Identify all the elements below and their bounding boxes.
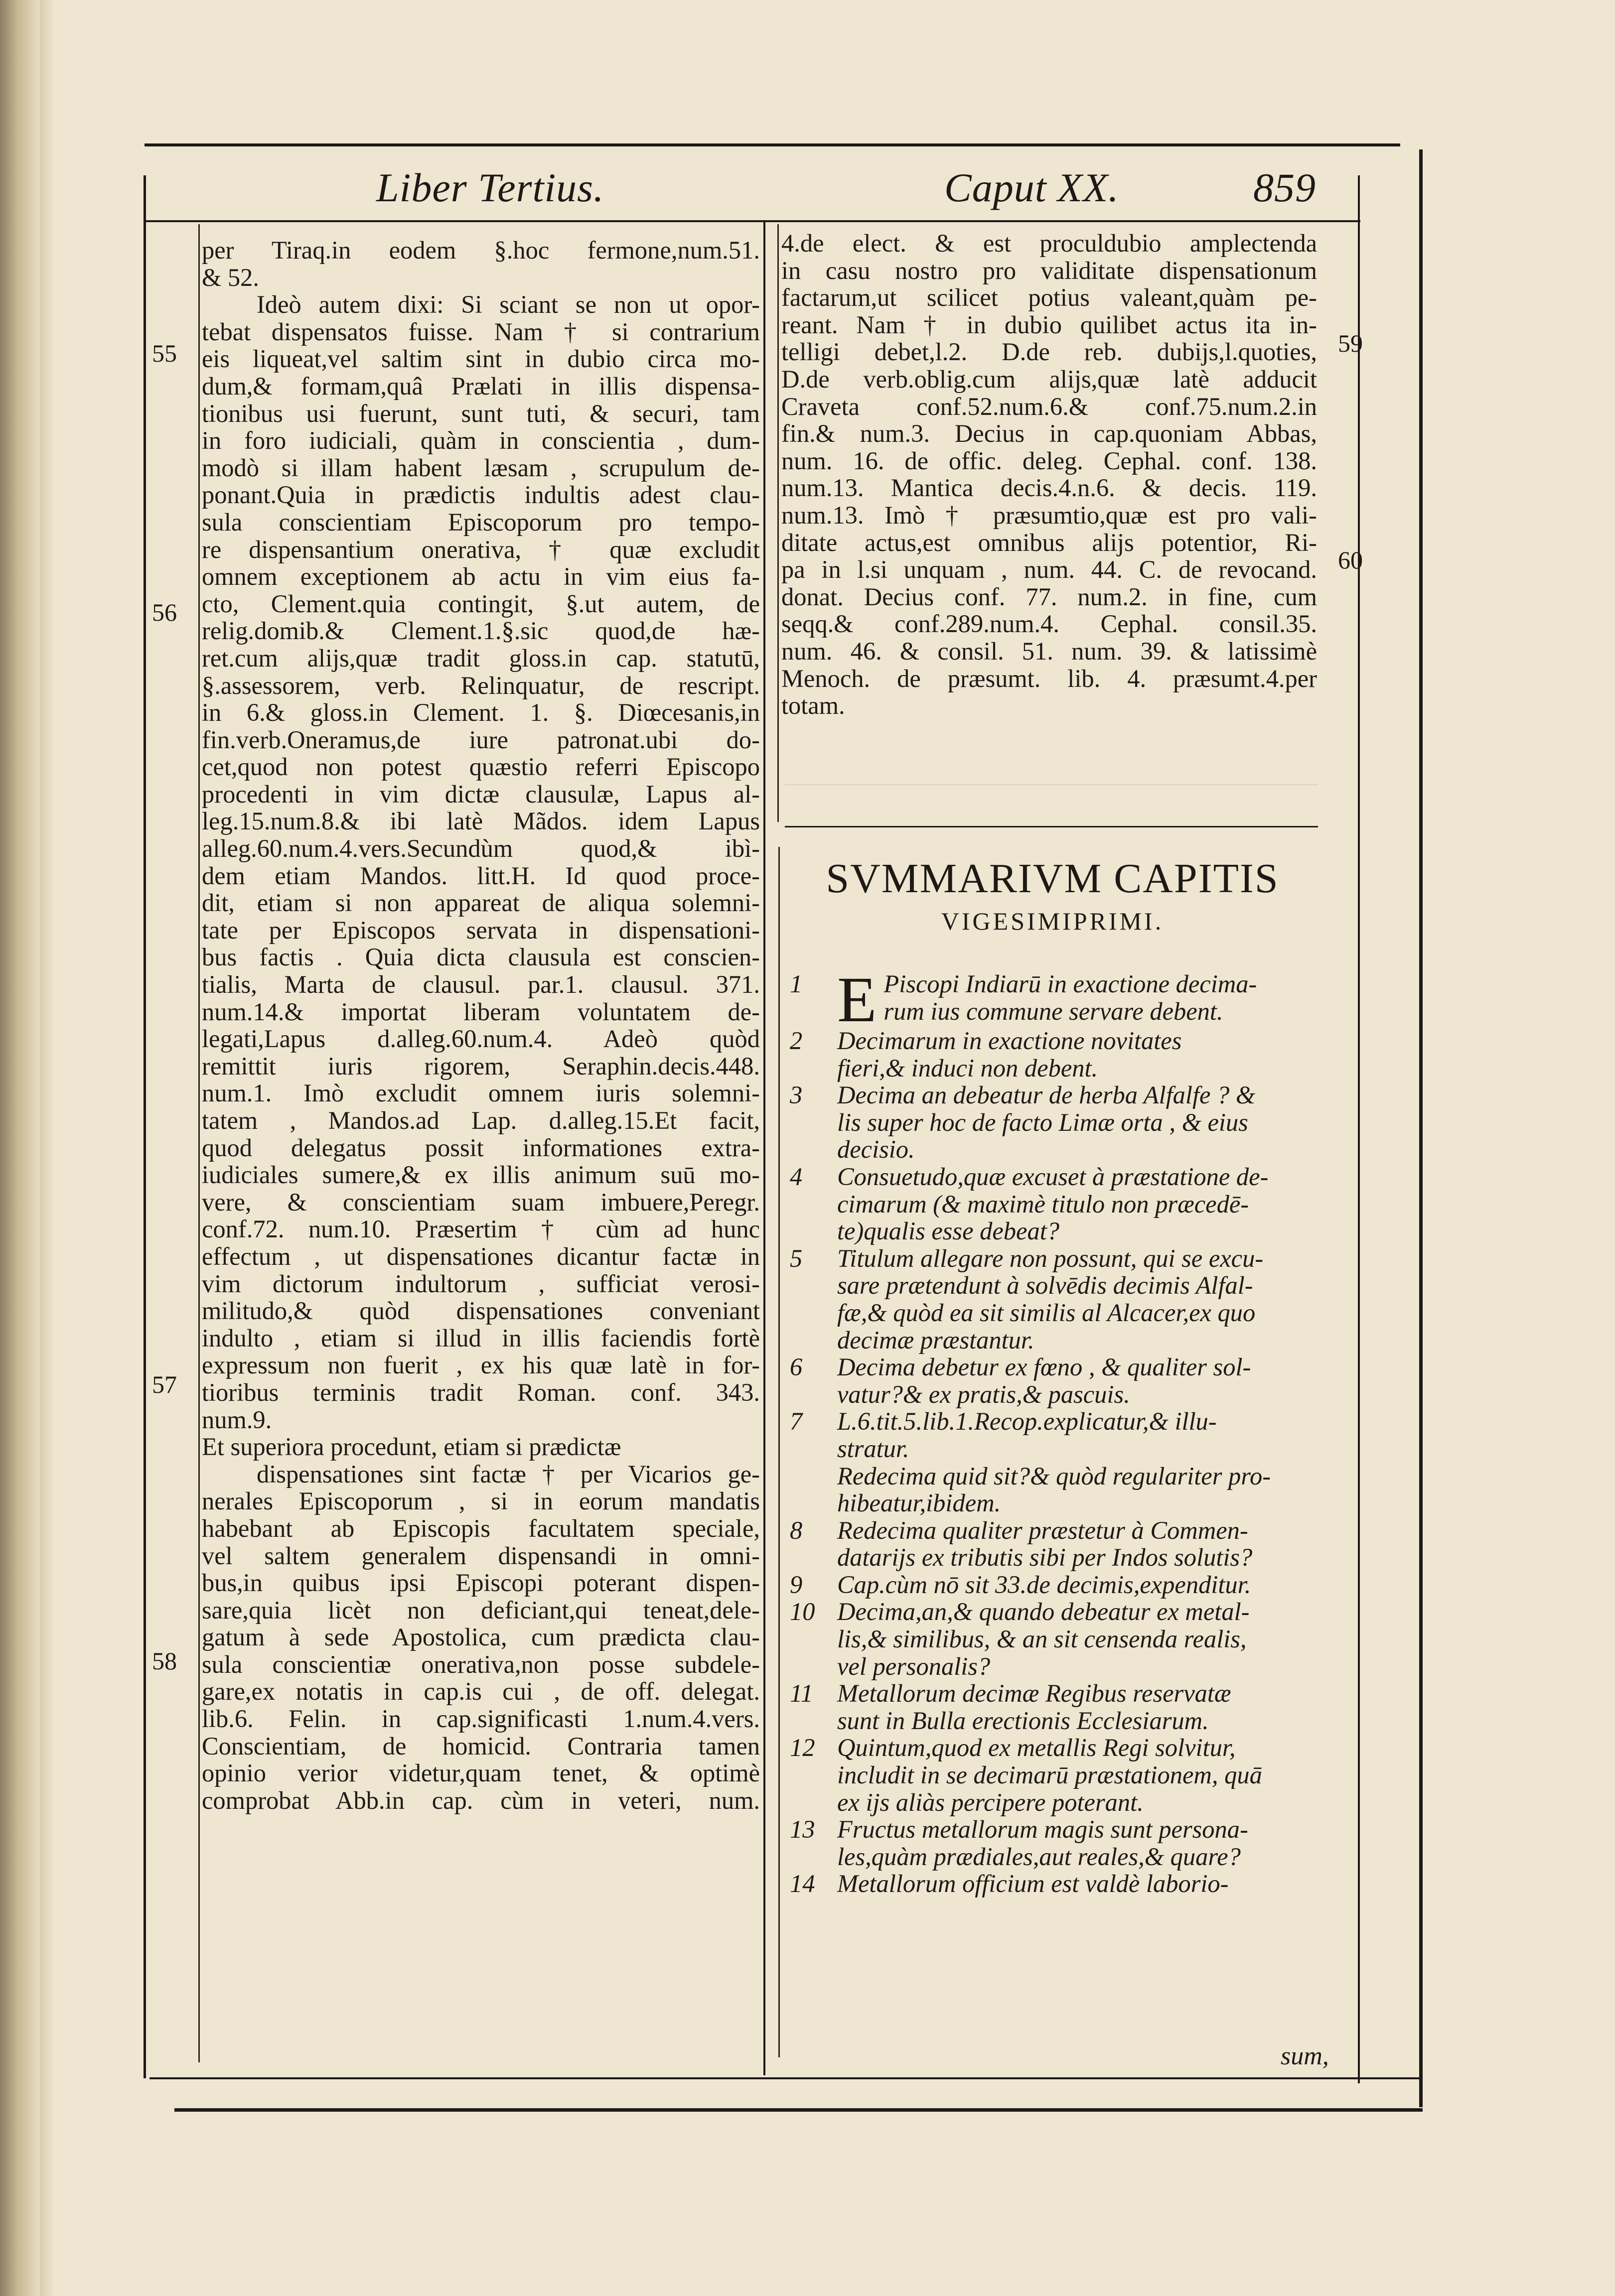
text-line: expressum non fuerit , ex his quæ latè in for- [202,1351,760,1379]
text-line: sula conscientiam Episcoporum pro tempo- [202,508,760,536]
summary-item-number: 13 [790,1815,815,1844]
summary-item-number: 9 [790,1570,803,1599]
text-line: factarum,ut scilicet potius valeant,quàm pe- [781,283,1317,312]
text-line: militudo,& quòd dispensationes conveniant [202,1297,760,1325]
text-line: alleg.60.num.4.vers.Secundùm quod,& ibì- [202,834,760,863]
left-margin-rule [198,224,200,2062]
text-line: Et superiora procedunt, etiam si prædictæ [202,1433,621,1461]
text-line: nerales Episcoporum , si in eorum mandatis [202,1487,760,1515]
summary-item-line: Fructus metallorum magis sunt persona- [837,1815,1248,1844]
text-line: pa in l.si unquam , num. 44. C. de revocand. [781,555,1317,584]
running-head-chapter: Caput XX. [944,165,1119,210]
frame-rule-right [1419,149,1423,2107]
summary-item-line: vatur?& ex pratis,& pascuis. [837,1380,1130,1408]
text-line: in foro iudiciali, quàm in conscientia , dum- [202,426,760,455]
margin-number-56: 56 [152,598,177,626]
summary-item-number: 3 [790,1081,803,1109]
summary-item-line: sunt in Bulla erectionis Ecclesiarum. [837,1706,1209,1735]
text-line: in casu nostro pro validitate dispensationum [781,256,1317,284]
summary-item-number: 8 [790,1516,803,1544]
text-line: omnem exceptionem ab actu in vim eius fa- [202,562,760,591]
text-line: fin.& num.3. Decius in cap.quoniam Abbas, [781,419,1317,448]
summary-item [785,1571,1323,1599]
summary-item-line: L.6.tit.5.lib.1.Recop.explicatur,& illu- [837,1407,1217,1436]
text-line: remittit iuris rigorem, Seraphin.decis.448. [202,1052,760,1080]
text-line: gatum à sede Apostolica, cum prædicta clau- [202,1623,760,1651]
summary-item-line: datarijs ex tributis sibi per Indos solutis? [837,1543,1253,1572]
summary-item-line: te)qualis esse debeat? [837,1217,1059,1245]
text-line: & 52. [202,263,260,291]
summary-item-line: Quintum,quod ex metallis Regi solvitur, [837,1734,1236,1762]
text-line: §.assessorem, verb. Relinquatur, de rescript. [202,671,760,699]
text-line: num.13. Imò † præsumtio,quæ est pro vali- [781,501,1317,529]
frame-rule-bottom-inner [149,2077,1423,2079]
text-line: Ideò autem dixi: Si sciant se non ut opor- [257,290,760,319]
margin-number-58: 58 [152,1647,177,1675]
text-line: conf.72. num.10. Præsertim † cùm ad hunc [202,1215,760,1243]
summary-separator-rule [785,826,1318,827]
header-rule [145,220,1360,222]
summary-item-line: Decima,an,& quando debeatur ex metal- [837,1598,1250,1626]
text-line: D.de verb.oblig.cum alijs,quæ latè adducit [781,365,1317,393]
summary-item-number: 5 [790,1244,803,1272]
margin-number-59: 59 [1338,329,1363,357]
summary-item-line: lis super hoc de facto Limæ orta , & eius [837,1108,1248,1136]
text-line: tionibus usi fuerunt, sunt tuti, & securi, tam [202,399,760,427]
text-line: tate per Episcopos servata in dispensationi- [202,916,760,944]
text-line: Conscientiam, de homicid. Contraria tamen [202,1732,760,1760]
text-line: legati,Lapus d.alleg.60.num.4. Adeò quòd [202,1025,760,1053]
text-line: totam. [781,691,845,720]
summary-item [785,1081,1323,1163]
text-line: gare,ex notatis in cap.is cui , de off. delegat. [202,1677,760,1706]
summary-item-line: ex ijs aliàs percipere poterant. [837,1788,1144,1816]
text-line: relig.domib.& Clement.1.§.sic quod,de hæ- [202,617,760,645]
text-line: sula conscientiæ onerativa,non posse subdele- [202,1650,760,1678]
text-line: comprobat Abb.in cap. cùm in veteri, num. [202,1786,760,1814]
summary-item-line: includit in se decimarū præstationem, quā [837,1761,1262,1789]
right-margin-rule [777,224,779,822]
summary-item-line: fæ,& quòd ea sit similis al Alcacer,ex quo [837,1298,1256,1327]
summary-subtitle: VIGESIMIPRIMI. [941,907,1164,935]
summary-item-line: sare prætendunt à solvēdis decimis Alfal- [837,1271,1253,1300]
margin-number-57: 57 [152,1370,177,1398]
text-line: quod delegatus possit informationes extra- [202,1133,760,1162]
text-line: procedenti in vim dictæ clausulæ, Lapus al- [202,780,760,808]
summary-item-line: hibeatur,ibidem. [837,1489,1001,1517]
text-line: habebant ab Episcopis facultatem speciale, [202,1514,760,1542]
summary-item-number: 14 [790,1870,815,1898]
margin-number-55: 55 [152,339,177,367]
text-line: num. 46. & consil. 51. num. 39. & latissimè [781,637,1317,665]
summary-item-line: Metallorum decimæ Regibus reservatæ [837,1679,1231,1708]
book-gutter-shadow [0,0,40,2296]
summary-item-number: 6 [790,1353,803,1381]
margin-number-60: 60 [1338,546,1363,574]
summary-item-number: 2 [790,1027,803,1055]
text-line: ditate actus,est omnibus alijs potentior, Ri- [781,528,1317,556]
summary-item [785,1870,1323,1897]
column-divider [763,222,765,2075]
summary-item [785,1598,1323,1680]
summary-item [785,1408,1323,1516]
summary-item-line: Cap.cùm nō sit 33.de decimis,expenditur. [837,1570,1251,1599]
text-line: indulto , etiam si illud in illis faciendis fortè [202,1324,760,1352]
text-line: cet,quod non potest quæstio referri Episcopo [202,753,760,781]
summary-item-line: decimæ præstantur. [837,1326,1034,1354]
text-line: cto, Clement.quia contingit, §.ut autem, de [202,589,760,618]
summary-list [785,964,1323,1898]
summary-item-number: 12 [790,1734,815,1762]
text-line: tatem , Mandos.ad Lap. d.alleg.15.Et facit, [202,1106,760,1134]
text-line: vim dictorum indultorum , sufficiat verosi- [202,1269,760,1298]
text-line: Menoch. de præsumt. lib. 4. præsumt.4.per [781,664,1317,692]
summary-item-line: Decimarum in exactione novitates [837,1027,1182,1055]
summary-item [785,1734,1323,1816]
running-head-left: Liber Tertius. [376,165,604,210]
summary-item-number: 10 [790,1598,815,1626]
text-line: dispensationes sint factæ † per Vicarios ge- [257,1460,760,1488]
text-line: dit, etiam si non appareat de aliqua solemni- [202,889,760,917]
text-line: reant. Nam † in dubio quilibet actus ita in- [781,310,1317,339]
text-line: lib.6. Felin. in cap.significasti 1.num.4.vers. [202,1705,760,1733]
page-edge [40,0,55,2296]
text-line: ret.cum alijs,quæ tradit gloss.in cap. statutū, [202,644,760,672]
text-line: vel saltem generalem dispensandi in omni- [202,1541,760,1570]
summary-margin-rule [778,847,780,2057]
text-line: seqq.& conf.289.num.4. Cephal. consil.35. [781,610,1317,638]
text-line: num.14.& importat liberam voluntatem de- [202,997,760,1026]
summary-item-line: stratur. [837,1434,909,1463]
text-line: re dispensantium onerativa, † quæ excludit [202,535,760,563]
drop-cap: E [837,964,877,1036]
text-line: vere, & conscientiam suam imbuere,Peregr. [202,1188,760,1216]
summary-item [785,1680,1323,1734]
text-line: tioribus terminis tradit Roman. conf. 343. [202,1378,760,1406]
summary-item-line: vel personalis? [837,1652,991,1680]
text-line: sare,quia licèt non deficiant,qui teneat,dele- [202,1596,760,1624]
text-line: tialis, Marta de clausul. par.1. clausul. 371. [202,970,760,999]
summary-item [785,1245,1323,1353]
text-line: num.1. Imò excludit omnem iuris solemni- [202,1079,760,1107]
summary-item-number: 7 [790,1407,803,1436]
summary-item [785,1163,1323,1245]
summary-item-number: 11 [790,1679,813,1708]
summary-item-line: fieri,& induci non debent. [837,1054,1098,1082]
frame-rule-bottom [174,2108,1423,2112]
text-line: dem etiam Mandos. litt.H. Id quod proce- [202,861,760,890]
text-line: Craveta conf.52.num.6.& conf.75.num.2.in [781,392,1317,420]
summary-item-line: Metallorum officium est valdè laborio- [837,1870,1229,1898]
text-line: donat. Decius conf. 77. num.2. in fine, cum [781,582,1317,611]
summary-item-line: rum ius commune servare debent. [883,997,1223,1025]
summary-title: SVMMARIVM CAPITIS [826,855,1279,902]
frame-rule-left [144,175,146,2078]
summary-item-line: Decima debetur ex fœno , & qualiter sol- [837,1353,1251,1381]
text-line: ponant.Quia in prædictis indultis adest clau- [202,481,760,509]
summary-item [785,964,1323,1036]
text-line: fin.verb.Oneramus,de iure patronat.ubi do- [202,725,760,754]
text-line: telligi debet,l.2. D.de reb. dubijs,l.quoties, [781,338,1317,366]
text-line: leg.15.num.8.& ibi latè Mãdos. idem Lapus [202,807,760,835]
summary-item-number: 4 [790,1162,803,1191]
text-line: per Tiraq.in eodem §.hoc fermone,num.51. [202,236,760,264]
text-line: tebat dispensatos fuisse. Nam † si contrarium [202,317,760,346]
text-line: dum,& formam,quâ Prælati in illis dispensa- [202,372,760,400]
text-line: in 6.& gloss.in Clement. 1. §. Diœcesanis,in [202,698,760,727]
summary-item-line: Redecima qualiter præstetur à Commen- [837,1516,1248,1544]
text-line: iudiciales sumere,& ex illis animum suū mo- [202,1161,760,1189]
right-text-column [781,230,1317,719]
text-line: num.9. [202,1405,272,1434]
summary-item-line: decisio. [837,1135,915,1164]
text-line: num.13. Mantica decis.4.n.6. & decis. 119. [781,474,1317,502]
text-line: bus factis . Quia dicta clausula est conscien- [202,943,760,971]
text-line: effectum , ut dispensationes dicantur factæ in [202,1242,760,1270]
summary-item-line: Decima an debeatur de herba Alfalfe ? & [837,1081,1256,1109]
summary-item-line: Redecima quid sit?& quòd regulariter pro- [837,1462,1271,1490]
text-line: 4.de elect. & est proculdubio amplectenda [781,229,1317,257]
summary-item-line: Consuetudo,quæ excuset à præstatione de- [837,1162,1269,1191]
page-number: 859 [1253,165,1316,210]
summary-item [785,1517,1323,1571]
summary-item-line: Titulum allegare non possunt, qui se excu- [837,1244,1264,1272]
text-line: opinio verior videtur,quam tenet, & optimè [202,1759,760,1787]
text-line: bus,in quibus ipsi Episcopi poterant dispen- [202,1569,760,1597]
summary-item-line: lis,& similibus, & an sit censenda realis, [837,1625,1247,1653]
summary-item-line: cimarum (& maximè titulo non præcedē- [837,1190,1249,1218]
summary-item [785,1027,1323,1081]
frame-rule-right-inner [1358,175,1360,2083]
text-line: modò si illam habent læsam , scrupulum de- [202,453,760,482]
catchword: sum, [1281,2042,1329,2070]
summary-item-line: les,quàm prædiales,aut reales,& quare? [837,1842,1241,1871]
summary-item-line: E Piscopi Indiarū in exactione decima- [837,964,1257,1036]
text-line: num. 16. de offic. deleg. Cephal. conf. 138. [781,446,1317,475]
summary-item-number: 1 [790,970,803,998]
summary-item [785,1353,1323,1408]
left-text-column [202,237,760,1814]
summary-item [785,1816,1323,1870]
frame-rule-top [145,143,1400,146]
text-line: eis liqueat,vel saltim sint in dubio circa mo- [202,345,760,373]
